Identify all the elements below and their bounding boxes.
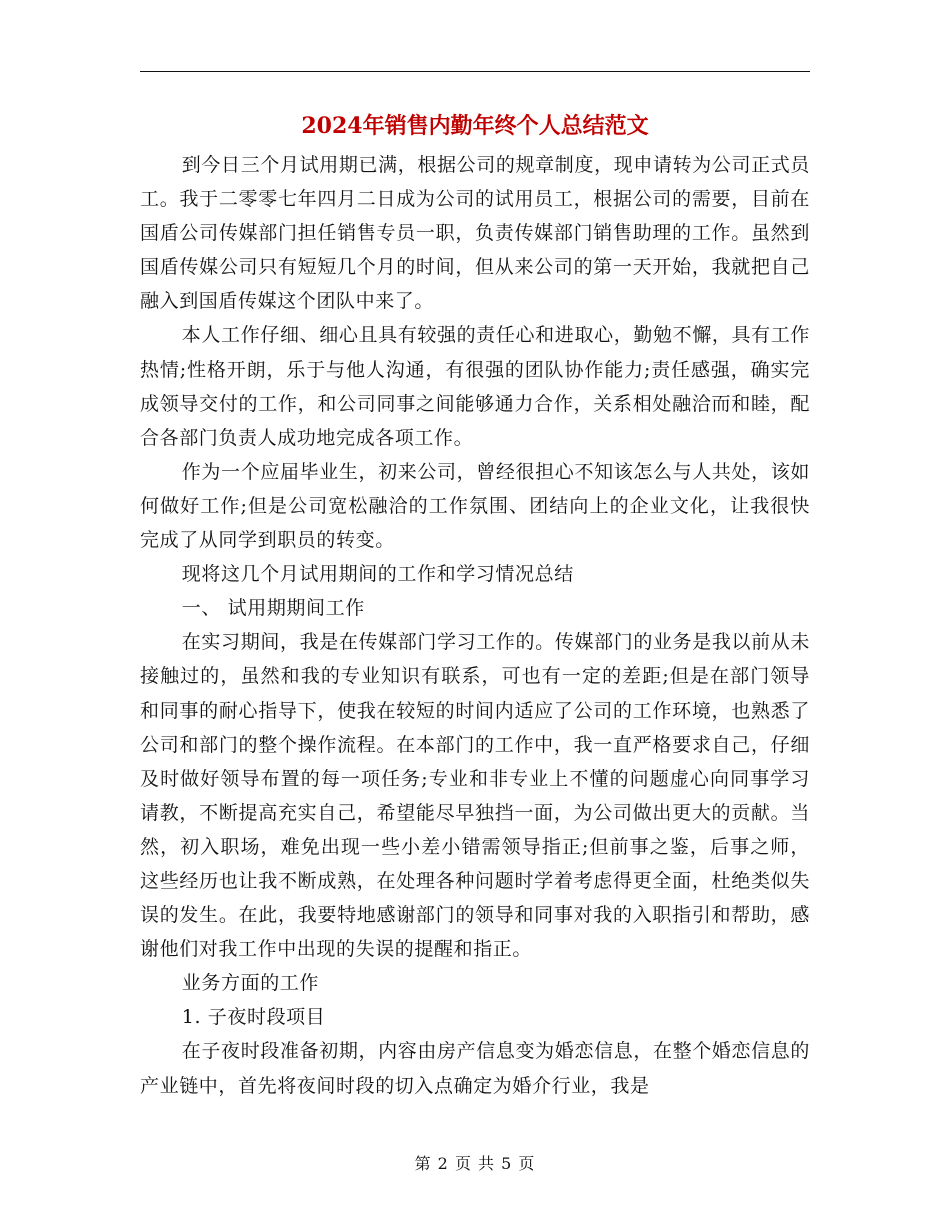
paragraph-graduate-transition: 作为一个应届毕业生，初来公司，曾经很担心不知该怎么与人共处，该如何做好工作;但是公司宽松融洽的工作氛围、团结向上的企业文化，让我很快完成了从同学到职员的转变。	[140, 460, 810, 552]
section-heading-business-work: 业务方面的工作	[181, 972, 319, 995]
paragraph-internship-work: 在实习期间，我是在传媒部门学习工作的。传媒部门的业务是我以前从未接触过的，虽然和我的专业知识有联系，可也有一定的差距;但是在部门领导和同事的耐心指导下，使我在较短的时间内适应了公司的工作环境，也熟悉了公司和部门的整个操作流程。在本部门的工作中，我一直严格要求自己，仔细及时做好领导布置的每一项任务;专业和非专业上不懂的问题虚心向同事学习请教，不断提高充实自己，希望能尽早独挡一面，为公司做出更大的贡献。当然，初入职场，难免出现一些小差小错需领导指正;但前事之鉴，后事之师，这些经历也让我不断成熟，在处理各种问题时学着考虑得更全面，杜绝类似失误的发生。在此，我要特地感谢部门的领导和同事对我的入职指引和帮助，感谢他们对我工作中出现的失误的提醒和指正。	[140, 631, 810, 961]
page-number-footer: 第 2 页 共 5 页	[414, 1154, 536, 1173]
section-heading-probation-work: 一、 试用期期间工作	[181, 597, 365, 620]
document-body	[140, 148, 810, 1103]
summary-intro-line: 现将这几个月试用期间的工作和学习情况总结	[181, 563, 574, 586]
document-title: 2024年销售内勤年终个人总结范文	[301, 113, 649, 139]
subsection-heading-midnight-project: 1. 子夜时段项目	[181, 1006, 326, 1029]
paragraph-midnight-project: 在子夜时段准备初期，内容由房产信息变为婚恋信息，在整个婚恋信息的产业链中，首先将夜间时段的切入点确定为婚介行业，我是	[140, 1040, 810, 1097]
paragraph-personal-qualities: 本人工作仔细、细心且具有较强的责任心和进取心，勤勉不懈，具有工作热情;性格开朗，乐于与他人沟通，有很强的团队协作能力;责任感强，确实完成领导交付的工作，和公司同事之间能够通力合作，关系相处融洽而和睦，配合各部门负责人成功地完成各项工作。	[140, 324, 810, 449]
header-rule	[140, 71, 810, 72]
paragraph-probation-complete: 到今日三个月试用期已满，根据公司的规章制度，现申请转为公司正式员工。我于二零零七年四月二日成为公司的试用员工，根据公司的需要，目前在国盾公司传媒部门担任销售专员一职，负责传媒部门销售助理的工作。虽然到国盾传媒公司只有短短几个月的时间，但从来公司的第一天开始，我就把自己融入到国盾传媒这个团队中来了。	[140, 154, 810, 313]
